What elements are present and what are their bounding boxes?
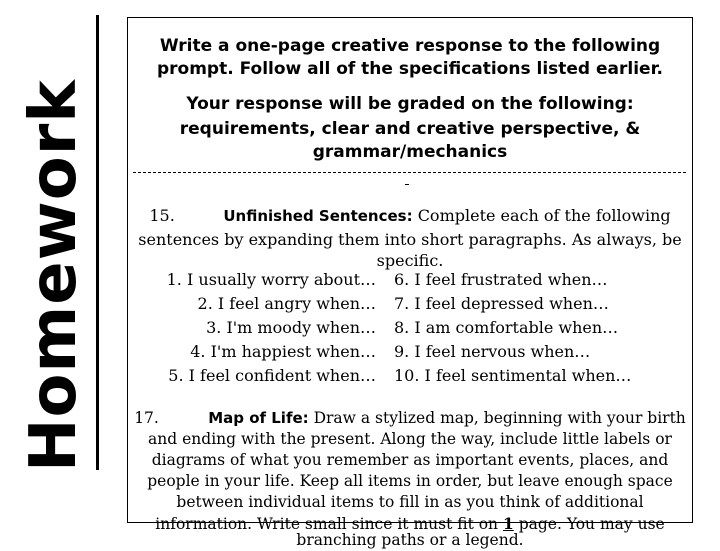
prompt17-number: 17. bbox=[134, 409, 159, 427]
list-row bbox=[133, 364, 687, 388]
list-item: 10. I feel sentimental when… bbox=[394, 366, 632, 385]
prompt17-line: people in your life. Keep all items in order, but leave enough space bbox=[147, 472, 673, 490]
prompt15-header bbox=[133, 204, 687, 228]
list-item: 2. I feel angry when… bbox=[197, 294, 376, 313]
prompt17-text: page. You may use bbox=[518, 515, 665, 533]
prompt17-line: diagrams of what you remember as important events, places, and bbox=[151, 451, 669, 469]
prompt17-text: information. Write small since it must fit on bbox=[155, 515, 499, 533]
prompt15-number: 15. bbox=[149, 206, 175, 225]
instruction-line: Write a one-page creative response to the following bbox=[159, 36, 661, 56]
prompt17-text: Draw a stylized map, beginning with your birth bbox=[313, 409, 686, 427]
grading-line: Your response will be graded on the following: bbox=[186, 94, 634, 114]
list-row bbox=[133, 292, 687, 316]
list-row bbox=[133, 268, 687, 292]
list-item: 4. I'm happiest when… bbox=[190, 342, 376, 361]
list-item: 1. I usually worry about… bbox=[166, 270, 376, 289]
list-item: 8. I am comfortable when… bbox=[394, 318, 619, 337]
prompt17-line: between individual items to fill in as you think of additional bbox=[176, 493, 644, 511]
prompt15-line: sentences by expanding them into short paragraphs. As always, be bbox=[138, 230, 682, 249]
list-row bbox=[133, 340, 687, 364]
list-item: 7. I feel depressed when… bbox=[394, 294, 609, 313]
prompt17-line: branching paths or a legend. bbox=[296, 531, 524, 549]
title-rule bbox=[96, 15, 99, 470]
homework-title: Homework bbox=[17, 79, 91, 472]
list-item: 9. I feel nervous when… bbox=[394, 342, 591, 361]
prompt15-text: Complete each of the following bbox=[417, 206, 671, 225]
prompt17-emphasis: 1 bbox=[502, 514, 514, 533]
prompt17-line: and ending with the present. Along the way, include little labels or bbox=[148, 430, 672, 448]
list-item: 3. I'm moody when… bbox=[206, 318, 376, 337]
grading-line: requirements, clear and creative perspective, & bbox=[179, 119, 641, 139]
prompt15-title: Unfinished Sentences: bbox=[223, 207, 413, 225]
dashed-divider bbox=[133, 172, 686, 173]
sentence-list bbox=[133, 268, 687, 388]
instruction-line: prompt. Follow all of the specifications listed earlier. bbox=[156, 59, 664, 79]
grading-line: grammar/mechanics bbox=[312, 142, 508, 162]
prompt17-title: Map of Life: bbox=[208, 409, 309, 427]
divider-tick bbox=[405, 184, 409, 185]
list-item: 6. I feel frustrated when… bbox=[394, 270, 608, 289]
list-row bbox=[133, 316, 687, 340]
prompt15-line: specific. bbox=[376, 251, 444, 270]
prompt17-header bbox=[133, 408, 687, 429]
list-item: 5. I feel confident when… bbox=[168, 366, 376, 385]
